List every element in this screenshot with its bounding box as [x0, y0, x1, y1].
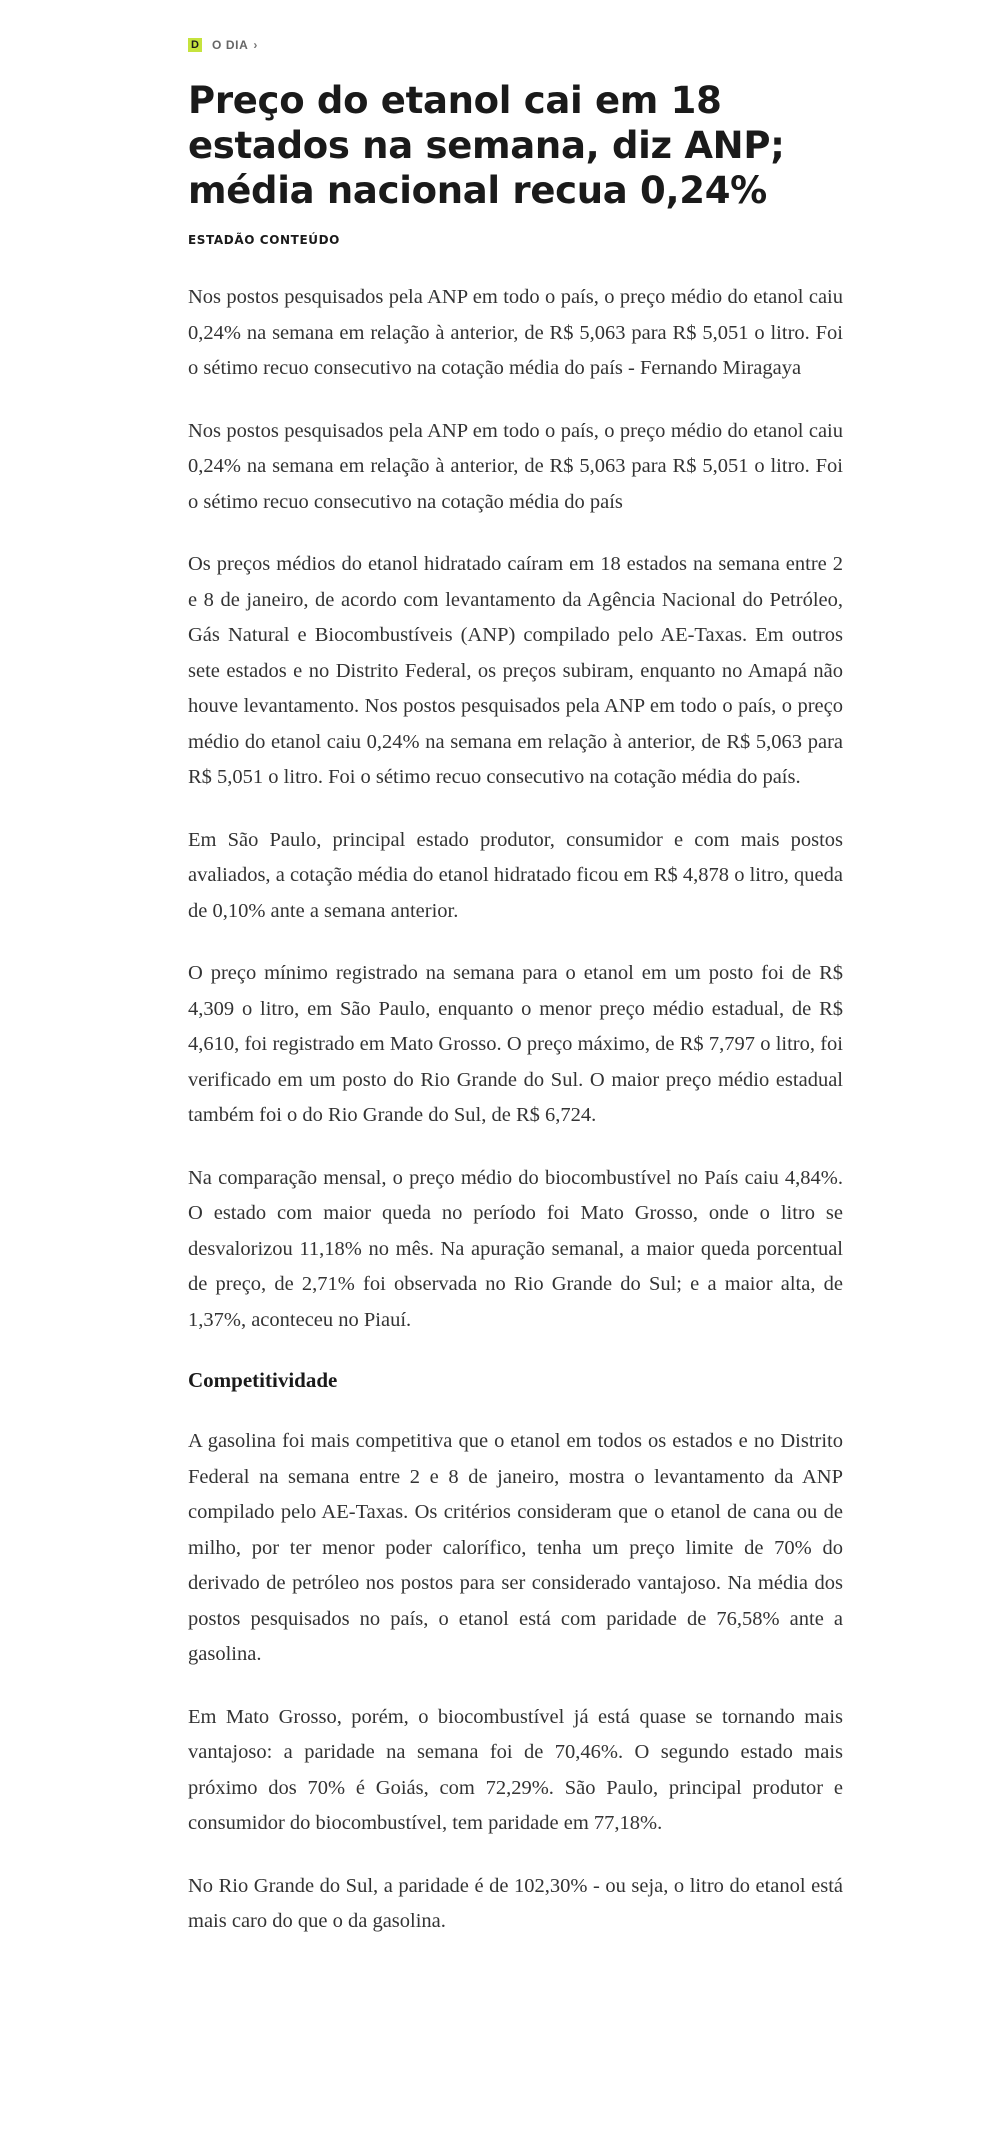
- article-paragraph: Na comparação mensal, o preço médio do biocombustível no País caiu 4,84%. O estado com maior queda no período foi Mato Grosso, onde o litro se desvalorizou 11,18% no mês. Na apuração semanal, a maior queda porcentual de preço, de 2,71% foi observada no Rio Grande do Sul; e a maior alta, de 1,37%, aconteceu no Piauí.: [188, 1166, 843, 1331]
- chevron-right-icon: ›: [253, 38, 258, 52]
- brand-logo-icon: D: [188, 38, 202, 52]
- article-paragraph: Em São Paulo, principal estado produtor, consumidor e com mais postos avaliados, a cotação média do etanol hidratado ficou em R$ 4,878 o litro, queda de 0,10% ante a semana anterior.: [188, 828, 843, 922]
- article-subheading: Competitividade: [188, 1368, 338, 1392]
- article-body: [188, 280, 843, 1940]
- article-paragraph: Nos postos pesquisados pela ANP em todo o país, o preço médio do etanol caiu 0,24% na semana em relação à anterior, de R$ 5,063 para R$ 5,051 o litro. Foi o sétimo recuo consecutivo na cotação média do país - Fernando Miragaya: [188, 286, 843, 379]
- article-paragraph: A gasolina foi mais competitiva que o etanol em todos os estados e no Distrito Federal na semana entre 2 e 8 de janeiro, mostra o levantamento da ANP compilado pelo AE-Taxas. Os critérios consideram que o etanol de cana ou de milho, por ter menor poder calorífico, tenha um preço limite de 70% do derivado de petróleo nos postos para ser considerado vantajoso. Na média dos postos pesquisados no país, o etanol está com paridade de 76,58% ante a gasolina.: [188, 1430, 843, 1665]
- article-byline: ESTADÃO CONTEÚDO: [188, 233, 340, 247]
- article-paragraph: O preço mínimo registrado na semana para o etanol em um posto foi de R$ 4,309 o litro, em São Paulo, enquanto o menor preço médio estadual, de R$ 4,610, foi registrado em Mato Grosso. O preço máximo, de R$ 7,797 o litro, foi verificado em um posto do Rio Grande do Sul. O maior preço médio estadual também foi o do Rio Grande do Sul, de R$ 6,724.: [188, 962, 843, 1126]
- article-paragraph: Os preços médios do etanol hidratado caíram em 18 estados na semana entre 2 e 8 de janeiro, de acordo com levantamento da Agência Nacional do Petróleo, Gás Natural e Biocombustíveis (ANP) compilado pelo AE-Taxas. Em outros sete estados e no Distrito Federal, os preços subiram, enquanto no Amapá não houve levantamento. Nos postos pesquisados pela ANP em todo o país, o preço médio do etanol caiu 0,24% na semana em relação à anterior, de R$ 5,063 para R$ 5,051 o litro. Foi o sétimo recuo consecutivo na cotação média do país.: [188, 553, 843, 788]
- article-paragraph: No Rio Grande do Sul, a paridade é de 102,30% - ou seja, o litro do etanol está mais caro do que o da gasolina.: [188, 1874, 843, 1932]
- brand-link[interactable]: [188, 38, 258, 52]
- article-paragraph: Nos postos pesquisados pela ANP em todo o país, o preço médio do etanol caiu 0,24% na semana em relação à anterior, de R$ 5,063 para R$ 5,051 o litro. Foi o sétimo recuo consecutivo na cotação média do país: [188, 419, 843, 513]
- article-page: [188, 36, 843, 1967]
- article-paragraph: Em Mato Grosso, porém, o biocombustível já está quase se tornando mais vantajoso: a paridade na semana foi de 70,46%. O segundo estado mais próximo dos 70% é Goiás, com 72,29%. São Paulo, principal produtor e consumidor do biocombustível, tem paridade em 77,18%.: [188, 1705, 843, 1834]
- article-title: Preço do etanol cai em 18 estados na semana, diz ANP; média nacional recua 0,24%: [188, 79, 785, 212]
- brand-name: O DIA: [212, 38, 249, 52]
- brand-header: [188, 36, 843, 54]
